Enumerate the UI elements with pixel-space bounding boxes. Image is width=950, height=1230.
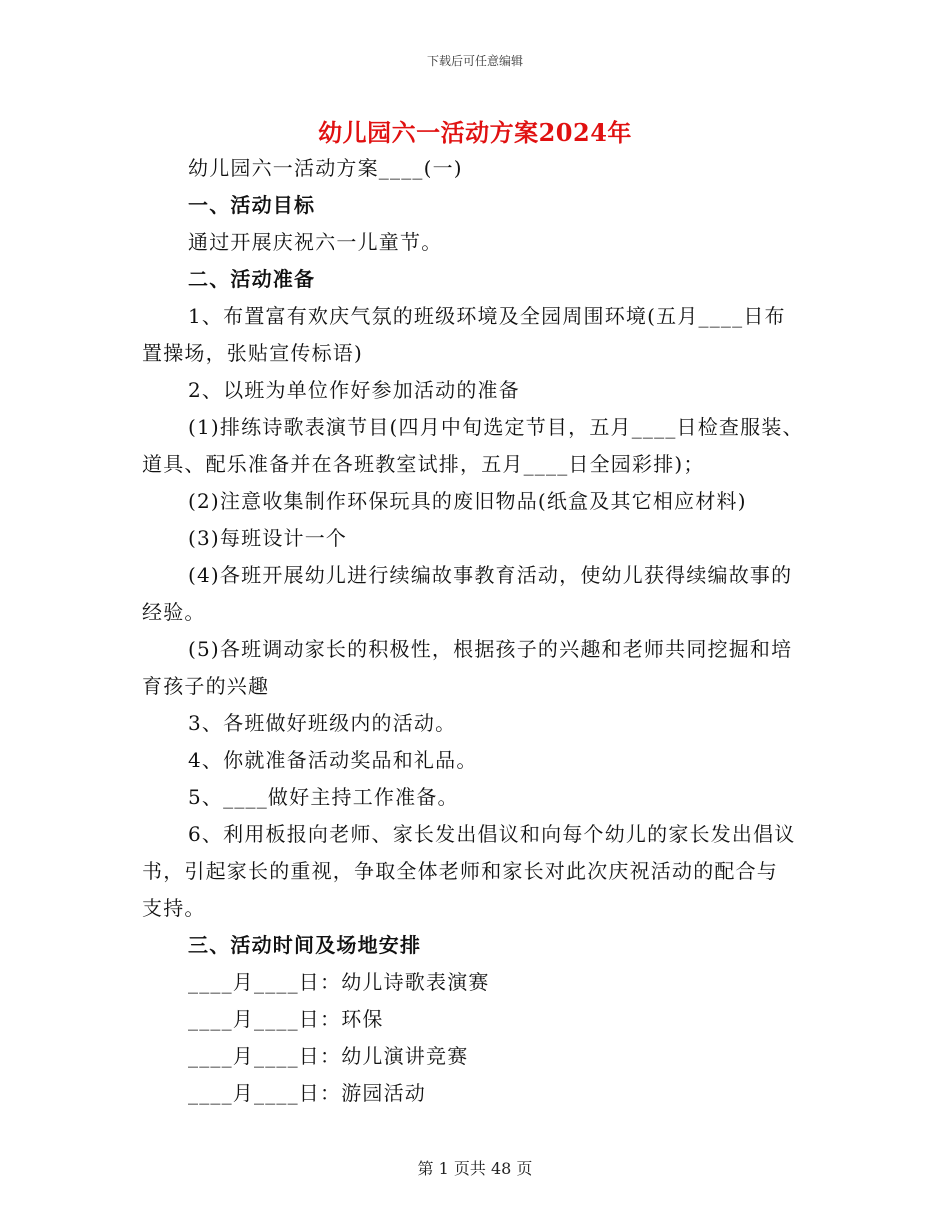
paragraph-line: 道具、配乐准备并在各班教室试排，五月____日全园彩排)； [142, 452, 705, 476]
section-heading: 三、活动时间及场地安排 [188, 933, 422, 957]
paragraph-line: (1)排练诗歌表演节目(四月中旬选定节目，五月____日检查服装、 [188, 415, 804, 439]
paragraph-line: 5、____做好主持工作准备。 [188, 785, 459, 809]
paragraph-line: 幼儿园六一活动方案____(一) [188, 156, 463, 180]
paragraph-line: (3)每班设计一个 [188, 526, 348, 550]
section-heading: 一、活动目标 [188, 193, 316, 217]
section-heading: 二、活动准备 [188, 267, 316, 291]
page-number: 第 1 页共 48 页 [417, 1159, 533, 1178]
document-body [142, 150, 812, 1112]
paragraph-line: ____月____日：环保 [188, 1007, 384, 1031]
paragraph-line: 书，引起家长的重视，争取全体老师和家长对此次庆祝活动的配合与 [142, 859, 778, 883]
paragraph-line: ____月____日：游园活动 [188, 1081, 426, 1105]
paragraph-line: 1、布置富有欢庆气氛的班级环境及全园周围环境(五月____日布 [188, 304, 786, 328]
paragraph-line: (5)各班调动家长的积极性，根据孩子的兴趣和老师共同挖掘和培 [188, 637, 793, 661]
document-title: 幼儿园六一活动方案2024年 [318, 118, 632, 147]
paragraph-line: 2、以班为单位作好参加活动的准备 [188, 378, 520, 402]
paragraph-line: 3、各班做好班级内的活动。 [188, 711, 457, 735]
paragraph-line: 支持。 [142, 896, 206, 920]
paragraph-line: (4)各班开展幼儿进行续编故事教育活动，使幼儿获得续编故事的 [188, 563, 793, 587]
paragraph-line: 经验。 [142, 600, 206, 624]
paragraph-line: ____月____日：幼儿诗歌表演赛 [188, 970, 490, 994]
paragraph-line: 通过开展庆祝六一儿童节。 [188, 230, 443, 254]
paragraph-line: (2)注意收集制作环保玩具的废旧物品(纸盒及其它相应材料) [188, 489, 747, 513]
paragraph-line: 4、你就准备活动奖品和礼品。 [188, 748, 478, 772]
paragraph-line: 置操场，张贴宣传标语) [142, 341, 364, 365]
paragraph-line: 育孩子的兴趣 [142, 674, 270, 698]
paragraph-line: ____月____日：幼儿演讲竞赛 [188, 1044, 469, 1068]
paragraph-line: 6、利用板报向老师、家长发出倡议和向每个幼儿的家长发出倡议 [188, 822, 796, 846]
download-note: 下载后可任意编辑 [426, 54, 523, 68]
